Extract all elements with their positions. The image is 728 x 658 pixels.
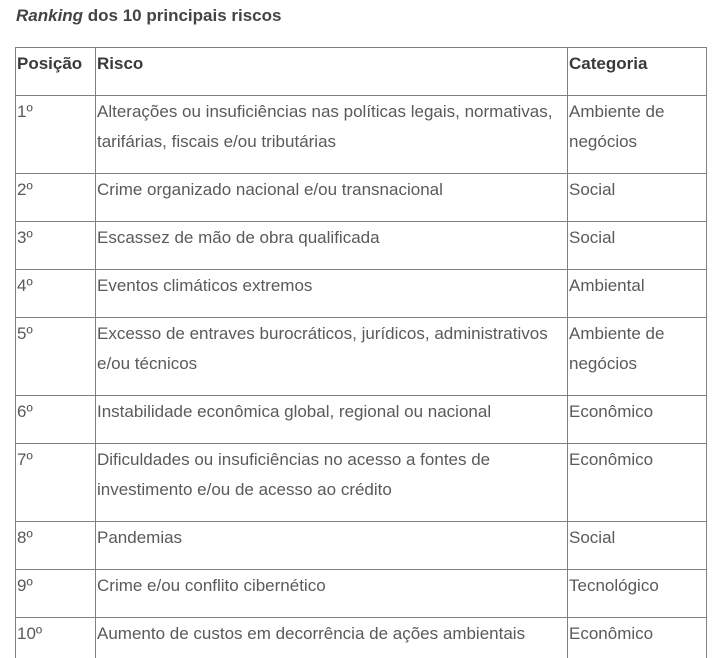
table-row	[16, 570, 707, 618]
cell-risk: Dificuldades ou insuficiências no acesso a fontes de investimento e/ou de acesso ao crédito	[96, 444, 568, 522]
header-position: Posição	[16, 48, 96, 96]
cell-risk: Escassez de mão de obra qualificada	[96, 222, 568, 270]
table-row	[16, 522, 707, 570]
cell-position: 9º	[16, 570, 96, 618]
cell-category: Econômico	[568, 396, 707, 444]
caption-text: dos 10 principais riscos	[83, 6, 282, 25]
risk-ranking-table	[15, 47, 707, 658]
cell-category: Econômico	[568, 444, 707, 522]
table-row	[16, 270, 707, 318]
table-caption	[16, 5, 281, 27]
cell-category: Social	[568, 222, 707, 270]
cell-position: 1º	[16, 96, 96, 174]
cell-position: 10º	[16, 618, 96, 658]
cell-risk: Alterações ou insuficiências nas políticas legais, normativas, tarifárias, fiscais e/ou tributárias	[96, 96, 568, 174]
cell-position: 7º	[16, 444, 96, 522]
caption-italic: Ranking	[16, 6, 84, 25]
cell-risk: Pandemias	[96, 522, 568, 570]
table-row	[16, 174, 707, 222]
cell-risk: Crime organizado nacional e/ou transnacional	[96, 174, 568, 222]
cell-position: 3º	[16, 222, 96, 270]
cell-position: 6º	[16, 396, 96, 444]
table-row	[16, 222, 707, 270]
cell-category: Econômico	[568, 618, 707, 658]
cell-risk: Aumento de custos em decorrência de ações ambientais	[96, 618, 568, 658]
table-row	[16, 96, 707, 174]
header-risk: Risco	[96, 48, 568, 96]
cell-category: Social	[568, 174, 707, 222]
cell-risk: Crime e/ou conflito cibernético	[96, 570, 568, 618]
header-category: Categoria	[568, 48, 707, 96]
cell-category: Ambiental	[568, 270, 707, 318]
cell-category: Ambiente de negócios	[568, 96, 707, 174]
table-row	[16, 618, 707, 658]
cell-position: 4º	[16, 270, 96, 318]
cell-position: 8º	[16, 522, 96, 570]
cell-category: Ambiente de negócios	[568, 318, 707, 396]
cell-risk: Eventos climáticos extremos	[96, 270, 568, 318]
table-row	[16, 318, 707, 396]
cell-risk: Excesso de entraves burocráticos, jurídicos, administrativos e/ou técnicos	[96, 318, 568, 396]
cell-category: Social	[568, 522, 707, 570]
cell-position: 5º	[16, 318, 96, 396]
cell-position: 2º	[16, 174, 96, 222]
cell-category: Tecnológico	[568, 570, 707, 618]
table-row	[16, 396, 707, 444]
cell-risk: Instabilidade econômica global, regional ou nacional	[96, 396, 568, 444]
table-header-row	[16, 48, 707, 96]
table-row	[16, 444, 707, 522]
